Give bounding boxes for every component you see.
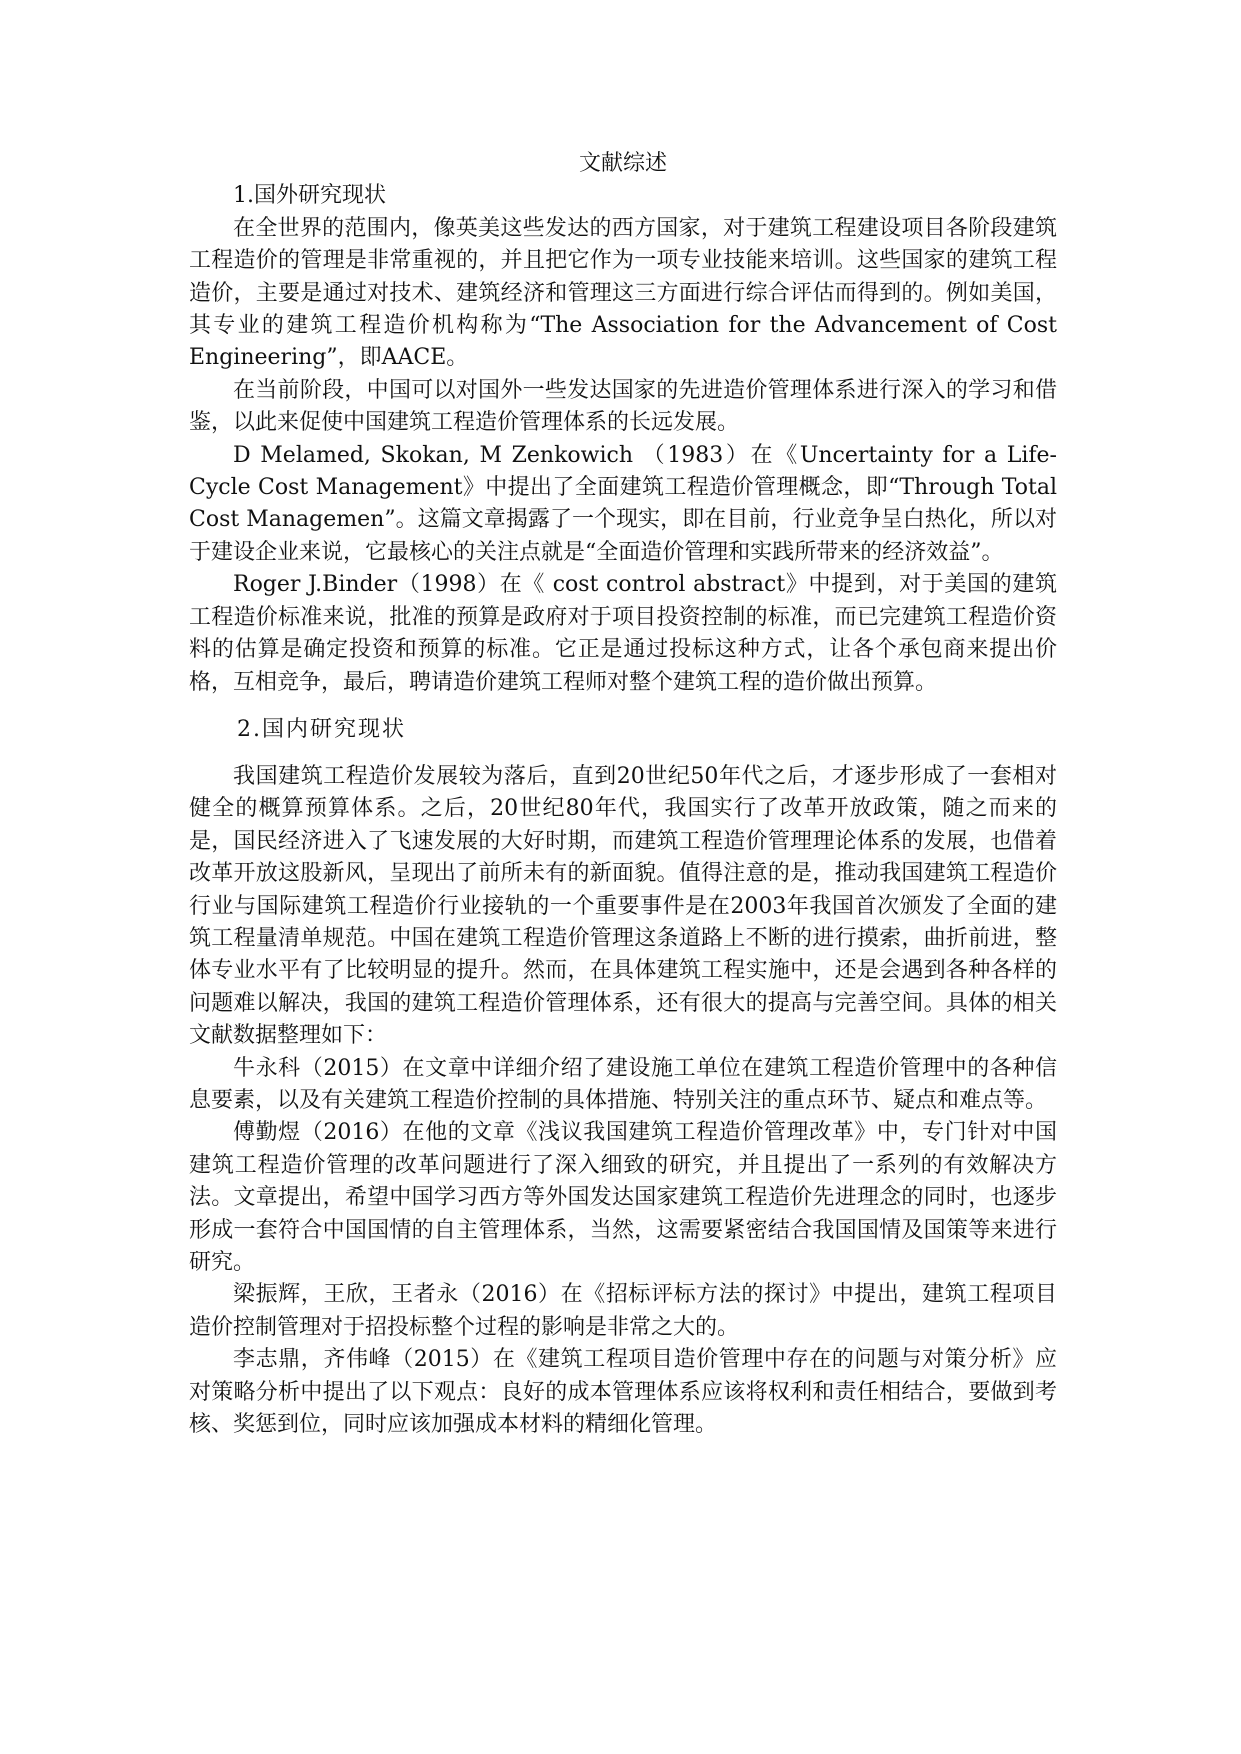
paragraph: 梁振辉，王欣，王者永（2016）在《招标评标方法的探讨》中提出，建筑工程项目造价控制管理对于招投标整个过程的影响是非常之大的。 (189, 1282, 1057, 1340)
section-heading-domestic: 2.国内研究现状 (237, 716, 406, 742)
paragraph: Roger J.Binder（1998）在《 cost control abstract》中提到，对于美国的建筑工程造价标准来说，批准的预算是政府对于项目投资控制的标准，而已完建筑工程造价资料的估算是确定投资和预算的标准。它正是通过投标这种方式，让各个承包商来提出价格，互相竞争，最后，聘请造价建筑工程师对整个建筑工程的造价做出预算。 (189, 572, 1057, 695)
page-title: 文献综述 (578, 151, 667, 176)
paragraph: 牛永科（2015）在文章中详细介绍了建设施工单位在建筑工程造价管理中的各种信息要素，以及有关建筑工程造价控制的具体措施、特别关注的重点环节、疑点和难点等。 (189, 1055, 1057, 1113)
paragraph: 在当前阶段，中国可以对国外一些发达国家的先进造价管理体系进行深入的学习和借鉴，以此来促使中国建筑工程造价管理体系的长远发展。 (189, 377, 1057, 436)
paragraph: 在全世界的范围内，像英美这些发达的西方国家，对于建筑工程建设项目各阶段建筑工程造价的管理是非常重视的，并且把它作为一项专业技能来培训。这些国家的建筑工程造价，主要是通过对技术、建筑经济和管理这三方面进行综合评估而得到的。例如美国，其专业的建筑工程造价机构称为“The Association for the Advancement of Cost Engineering”，即AACE。 (189, 215, 1057, 371)
paragraph: 傅勤煜（2016）在他的文章《浅议我国建筑工程造价管理改革》中，专门针对中国建筑工程造价管理的改革问题进行了深入细致的研究，并且提出了一系列的有效解决方法。文章提出，希望中国学习西方等外国发达国家建筑工程造价先进理念的同时，也逐步形成一套符合中国国情的自主管理体系，当然，这需要紧密结合我国国情及国策等来进行研究。 (189, 1120, 1057, 1275)
section-heading-foreign: 1.国外研究现状 (233, 183, 386, 209)
paragraph: 李志鼎，齐伟峰（2015）在《建筑工程项目造价管理中存在的问题与对策分析》应对策略分析中提出了以下观点：良好的成本管理体系应该将权利和责任相结合，要做到考核、奖惩到位，同时应该加强成本材料的精细化管理。 (189, 1347, 1057, 1438)
paragraph: 我国建筑工程造价发展较为落后，直到20世纪50年代之后，才逐步形成了一套相对健全的概算预算体系。之后，20世纪80年代，我国实行了改革开放政策，随之而来的是，国民经济进入了飞速发展的大好时期，而建筑工程造价管理理论体系的发展，也借着改革开放这股新风，呈现出了前所未有的新面貌。值得注意的是，推动我国建筑工程造价行业与国际建筑工程造价行业接轨的一个重要事件是在2003年我国首次颁发了全面的建筑工程量清单规范。中国在建筑工程造价管理这条道路上不断的进行摸索，曲折前进，整体专业水平有了比较明显的提升。然而，在具体建筑工程实施中，还是会遇到各种各样的问题难以解决，我国的建筑工程造价管理体系，还有很大的提高与完善空间。具体的相关文献数据整理如下： (189, 763, 1057, 1049)
document-body (189, 148, 1057, 1441)
paragraph: D Melamed, Skokan, M Zenkowich （1983）在《Uncertainty for a Life-Cycle Cost Management》中提出了全面建筑工程造价管理概念，即“Through Total Cost Managemen”。这篇文章揭露了一个现实，即在目前，行业竞争呈白热化，所以对于建设企业来说，它最核心的关注点就是“全面造价管理和实践所带来的经济效益”。 (189, 442, 1057, 565)
